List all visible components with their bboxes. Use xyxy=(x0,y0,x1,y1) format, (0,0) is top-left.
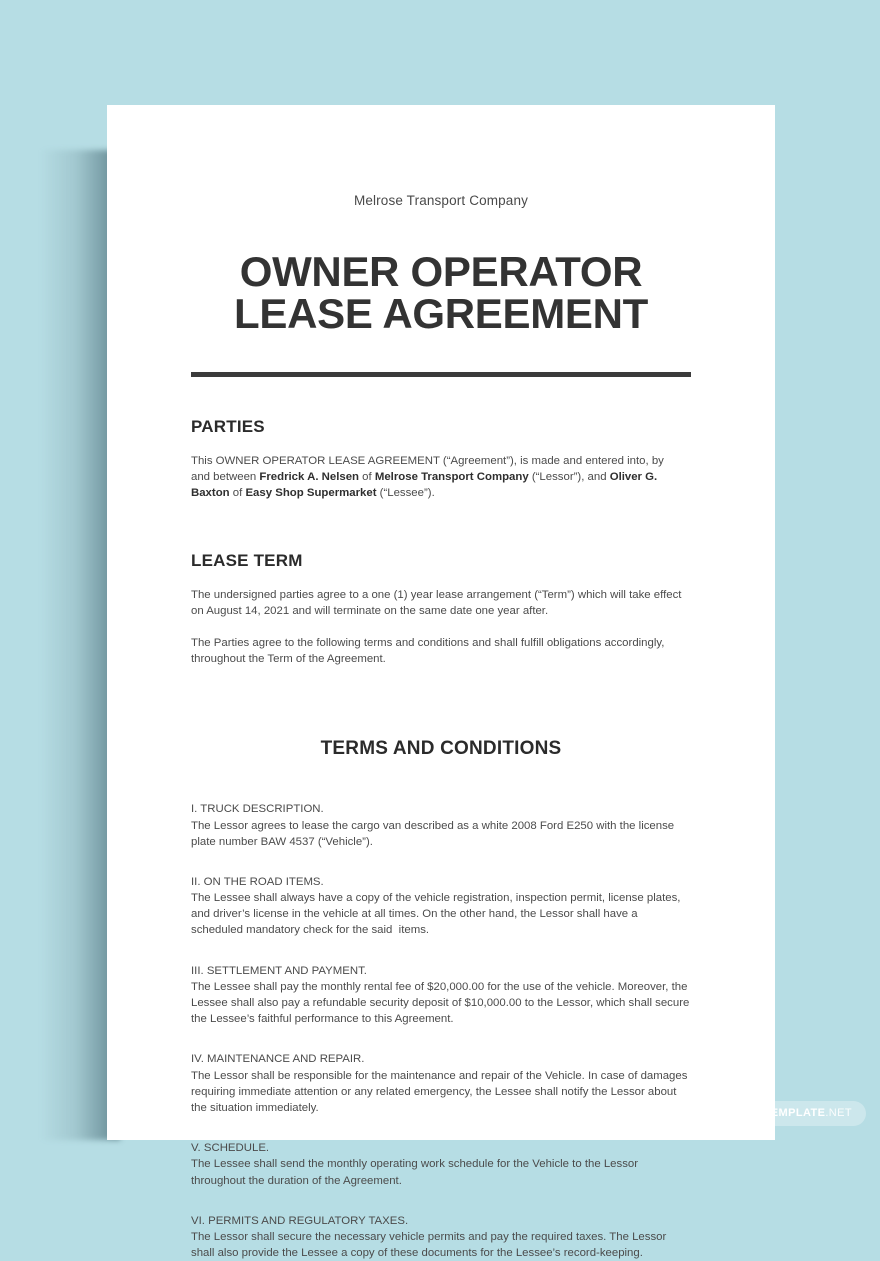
clause-text: The Lessee shall send the monthly operating work schedule for the Vehicle to the Lessor throughout the duration of the Agreement. xyxy=(191,1158,642,1187)
clause-title: IV. MAINTENANCE AND REPAIR. xyxy=(191,1053,365,1066)
lessee-name: Oliver G. Baxton xyxy=(191,471,658,500)
document-body xyxy=(191,417,691,1261)
clause-title: VI. PERMITS AND REGULATORY TAXES. xyxy=(191,1214,409,1227)
lease-term-paragraph-1: The undersigned parties agree to a one (1) year lease arrangement (“Term”) which will take effect on August 14, 2021 and will terminate on the same date one year after. xyxy=(191,588,682,617)
watermark-brand: TEMPLATE xyxy=(763,1107,826,1119)
clause-title: II. ON THE ROAD ITEMS. xyxy=(191,875,324,888)
clause-item xyxy=(191,874,691,939)
lessor-company: Melrose Transport Company xyxy=(374,471,529,484)
parties-of-1: of xyxy=(359,471,375,484)
terms-and-conditions-heading: TERMS AND CONDITIONS xyxy=(320,738,562,760)
clause-text: The Lessee shall pay the monthly rental fee of $20,000.00 for the use of the vehicle. Moreover, the Lessee shall also pay a refundable security deposit of $10,000.00 to the Lessor, which shall secure the Lessee’s faithful performance to this Agreement. xyxy=(191,980,693,1026)
parties-paragraph xyxy=(191,453,673,502)
clause-text: The Lessee shall always have a copy of the vehicle registration, inspection permit, license plates, and driver’s license in the vehicle at all times. On the other hand, the Lessor shall have a scheduled mandatory check for the said items. xyxy=(191,892,684,937)
parties-intro-text: This OWNER OPERATOR LEASE AGREEMENT (“Agreement”), is made and entered into, by and between xyxy=(191,455,664,484)
document-content xyxy=(107,193,775,1261)
lessee-company: Easy Shop Supermarket xyxy=(245,487,377,500)
clause-item xyxy=(191,1140,691,1189)
clause-item xyxy=(191,1051,691,1116)
company-name: Melrose Transport Company xyxy=(353,193,529,208)
lease-term-paragraph-2: The Parties agree to the following terms and conditions and shall fulfill obligations accordingly, throughout the Term of the Agreement. xyxy=(191,636,665,666)
watermark-suffix: .NET xyxy=(825,1107,852,1119)
parties-heading: PARTIES xyxy=(191,417,265,436)
clause-item xyxy=(191,1213,691,1261)
title-divider xyxy=(191,372,691,377)
clause-title: III. SETTLEMENT AND PAYMENT. xyxy=(191,964,367,977)
clause-text: The Lessor shall secure the necessary vehicle permits and pay the required taxes. The Lessor shall also provide the Lessee a copy of these documents for the Lessee’s record-keeping. xyxy=(191,1230,670,1260)
document-page xyxy=(107,105,775,1260)
clause-text: The Lessor shall be responsible for the maintenance and repair of the Vehicle. In case of damages requiring immediate attention or any related emergency, the Lessee shall notify the Lessor about the situation immediately. xyxy=(191,1069,691,1114)
document-title: OWNER OPERATOR LEASE AGREEMENT xyxy=(234,248,648,337)
template-net-watermark[interactable] xyxy=(750,1101,866,1126)
clause-title: I. TRUCK DESCRIPTION. xyxy=(191,803,324,816)
clause-item xyxy=(191,963,691,1028)
lessee-role-text: (“Lessee”). xyxy=(376,487,435,500)
clause-text: The Lessor agrees to lease the cargo van described as a white 2008 Ford E250 with the license plate number BAW 4537 (“Vehicle”). xyxy=(191,819,678,848)
parties-of-2: of xyxy=(229,487,246,500)
lessor-role-text: (“Lessor”), and xyxy=(528,471,610,484)
clause-item xyxy=(191,801,691,850)
clause-title: V. SCHEDULE. xyxy=(191,1142,270,1155)
lessor-name: Fredrick A. Nelsen xyxy=(259,471,360,484)
lease-term-heading: LEASE TERM xyxy=(191,550,303,570)
